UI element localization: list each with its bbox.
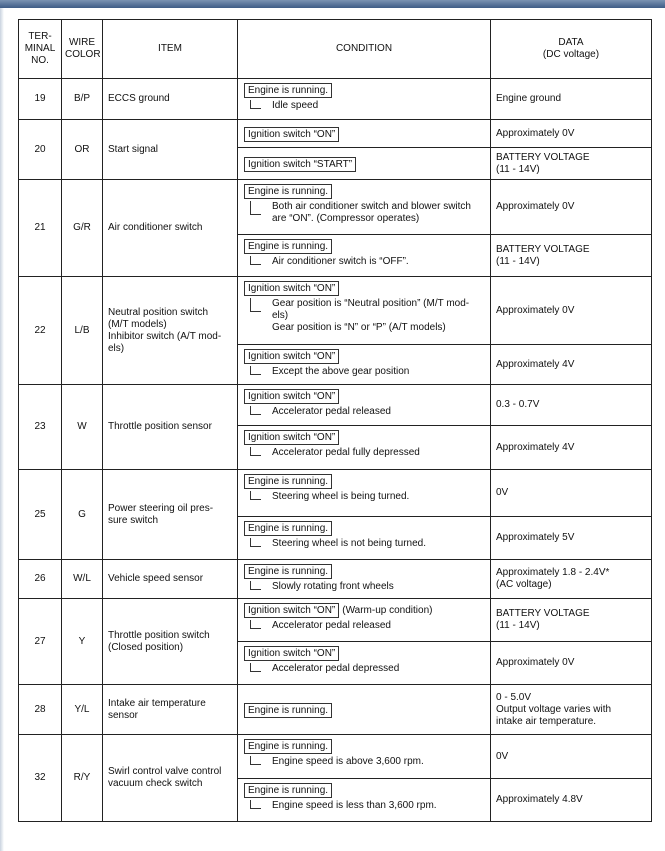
condition-detail-line: Accelerator pedal depressed <box>272 663 400 674</box>
condition-detail <box>250 201 484 225</box>
data-value: Approximately 4V <box>491 345 652 385</box>
terminal-number: 32 <box>19 735 62 822</box>
table-row <box>19 120 652 148</box>
condition-cell <box>238 642 491 685</box>
wire-color: G <box>62 470 103 560</box>
item-name: Vehicle speed sensor <box>103 560 238 599</box>
terminal-number: 26 <box>19 560 62 599</box>
condition-cell <box>238 426 491 470</box>
data-value: Approximately 4.8V <box>491 779 652 822</box>
item-name: Swirl control valve control vacuum check switch <box>103 735 238 822</box>
table-row <box>19 560 652 599</box>
condition-detail <box>250 756 484 768</box>
terminal-number: 19 <box>19 79 62 120</box>
data-value: Approximately 0V <box>491 120 652 148</box>
condition-cell <box>238 79 491 120</box>
condition-cell <box>238 685 491 735</box>
condition-box: Ignition switch “ON” <box>244 603 339 618</box>
item-name: Throttle position switch (Closed position) <box>103 599 238 685</box>
data-value: Approximately 1.8 - 2.4V* (AC voltage) <box>491 560 652 599</box>
condition-detail <box>250 406 484 418</box>
window-top-bar <box>0 0 665 8</box>
data-value: 0.3 - 0.7V <box>491 385 652 426</box>
condition-detail <box>250 366 484 378</box>
wire-color: G/R <box>62 180 103 277</box>
condition-detail <box>250 491 484 503</box>
condition-box: Engine is running. <box>244 184 332 199</box>
data-value: Approximately 0V <box>491 180 652 235</box>
condition-box: Engine is running. <box>244 703 332 718</box>
wire-color: Y/L <box>62 685 103 735</box>
table-row <box>19 735 652 779</box>
header-condition: CONDITION <box>238 20 491 79</box>
condition-detail <box>250 298 484 334</box>
condition-cell <box>238 517 491 560</box>
condition-detail <box>250 663 484 675</box>
wire-color: R/Y <box>62 735 103 822</box>
condition-detail-line: Accelerator pedal released <box>272 620 391 631</box>
condition-detail <box>250 581 484 593</box>
table-body <box>19 79 652 822</box>
condition-box: Ignition switch “ON” <box>244 389 339 404</box>
condition-box: Ignition switch “ON” <box>244 281 339 296</box>
table-row <box>19 599 652 642</box>
terminal-number: 23 <box>19 385 62 470</box>
table-row <box>19 385 652 426</box>
condition-detail-line: Gear position is “N” or “P” (A/T models) <box>272 322 446 333</box>
condition-detail-line: Air conditioner switch is “OFF”. <box>272 256 409 267</box>
condition-cell <box>238 470 491 517</box>
table-row <box>19 685 652 735</box>
data-value: Engine ground <box>491 79 652 120</box>
condition-box: Engine is running. <box>244 83 332 98</box>
wire-color: W <box>62 385 103 470</box>
wire-color: OR <box>62 120 103 180</box>
condition-box: Engine is running. <box>244 521 332 536</box>
condition-detail-line: Steering wheel is being turned. <box>272 491 410 502</box>
table-row <box>19 79 652 120</box>
condition-detail-line: Accelerator pedal released <box>272 406 391 417</box>
table-row <box>19 180 652 235</box>
item-name: Power steering oil pres- sure switch <box>103 470 238 560</box>
condition-cell <box>238 385 491 426</box>
terminal-number: 28 <box>19 685 62 735</box>
condition-detail-line: Steering wheel is not being turned. <box>272 538 426 549</box>
table-row <box>19 277 652 345</box>
condition-detail-line: Slowly rotating front wheels <box>272 581 394 592</box>
condition-detail <box>250 447 484 459</box>
data-value: BATTERY VOLTAGE (11 - 14V) <box>491 148 652 180</box>
terminal-number: 20 <box>19 120 62 180</box>
condition-detail-line: Idle speed <box>272 100 319 111</box>
condition-cell <box>238 599 491 642</box>
item-name: Air conditioner switch <box>103 180 238 277</box>
condition-detail-line: Gear position is “Neutral position” (M/T mod- els) <box>272 298 470 321</box>
data-value: 0V <box>491 470 652 517</box>
condition-detail-line: Engine speed is less than 3,600 rpm. <box>272 800 437 811</box>
condition-box: Ignition switch “ON” <box>244 127 339 142</box>
condition-box: Ignition switch “ON” <box>244 646 339 661</box>
header-terminal: TER- MINAL NO. <box>19 20 62 79</box>
condition-cell <box>238 345 491 385</box>
condition-note: (Warm-up condition) <box>342 605 433 616</box>
item-name: ECCS ground <box>103 79 238 120</box>
condition-box: Ignition switch “ON” <box>244 430 339 445</box>
condition-detail-line: Except the above gear position <box>272 366 410 377</box>
condition-box: Engine is running. <box>244 739 332 754</box>
condition-cell <box>238 779 491 822</box>
ecm-terminal-data-table <box>18 19 652 822</box>
item-name: Start signal <box>103 120 238 180</box>
condition-detail <box>250 538 484 550</box>
wire-color: Y <box>62 599 103 685</box>
condition-detail <box>250 256 484 268</box>
data-value: Approximately 0V <box>491 277 652 345</box>
wire-color: B/P <box>62 79 103 120</box>
wire-color: L/B <box>62 277 103 385</box>
condition-cell <box>238 148 491 180</box>
data-value: Approximately 0V <box>491 642 652 685</box>
terminal-number: 21 <box>19 180 62 277</box>
header-data: DATA (DC voltage) <box>491 20 652 79</box>
condition-detail-line: Both air conditioner switch and blower switch are “ON”. (Compressor operates) <box>272 201 471 224</box>
header-wire-color: WIRE COLOR <box>62 20 103 79</box>
condition-detail <box>250 620 484 632</box>
condition-cell <box>238 120 491 148</box>
data-value: Approximately 5V <box>491 517 652 560</box>
condition-detail <box>250 100 484 112</box>
condition-box: Engine is running. <box>244 564 332 579</box>
data-value: BATTERY VOLTAGE (11 - 14V) <box>491 235 652 277</box>
condition-detail-line: Accelerator pedal fully depressed <box>272 447 420 458</box>
data-value: 0 - 5.0V Output voltage varies with intake air temperature. <box>491 685 652 735</box>
condition-detail <box>250 800 484 812</box>
data-value: Approximately 4V <box>491 426 652 470</box>
terminal-number: 25 <box>19 470 62 560</box>
condition-cell <box>238 560 491 599</box>
data-value: 0V <box>491 735 652 779</box>
item-name: Throttle position sensor <box>103 385 238 470</box>
window-left-edge <box>0 8 4 851</box>
condition-box: Engine is running. <box>244 783 332 798</box>
item-name: Neutral position switch (M/T models) Inhibitor switch (A/T mod- els) <box>103 277 238 385</box>
data-value: BATTERY VOLTAGE (11 - 14V) <box>491 599 652 642</box>
condition-box: Engine is running. <box>244 239 332 254</box>
condition-cell <box>238 180 491 235</box>
wire-color: W/L <box>62 560 103 599</box>
condition-cell <box>238 735 491 779</box>
condition-cell <box>238 235 491 277</box>
condition-detail-line: Engine speed is above 3,600 rpm. <box>272 756 424 767</box>
condition-box: Ignition switch “START” <box>244 157 356 172</box>
table-header-row <box>19 20 652 79</box>
condition-cell <box>238 277 491 345</box>
condition-box: Ignition switch “ON” <box>244 349 339 364</box>
condition-box: Engine is running. <box>244 474 332 489</box>
header-item: ITEM <box>103 20 238 79</box>
terminal-number: 27 <box>19 599 62 685</box>
item-name: Intake air temperature sensor <box>103 685 238 735</box>
terminal-number: 22 <box>19 277 62 385</box>
table-row <box>19 470 652 517</box>
